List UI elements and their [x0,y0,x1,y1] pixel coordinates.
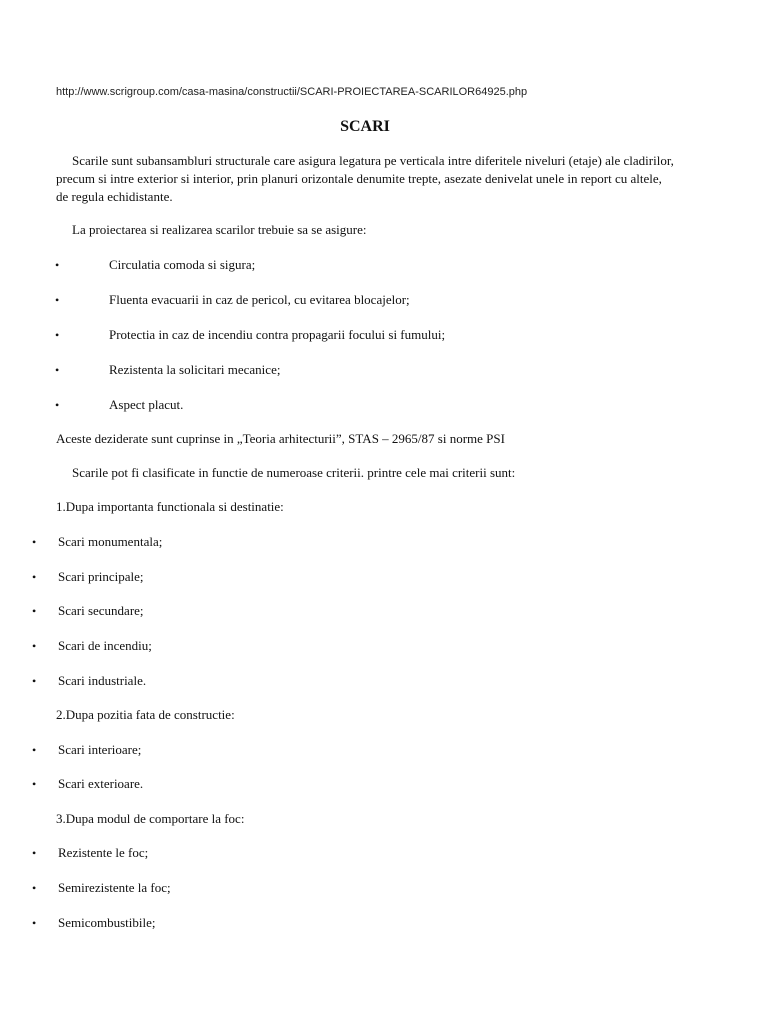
bullet-icon: • [32,570,37,584]
list-item-text: Semirezistente la foc; [58,880,171,895]
standards-note: Aceste deziderate sunt cuprinse in „Teoria arhitecturii”, STAS – 2965/87 si norme PSI [56,431,505,446]
list-item-text: Scari industriale. [58,673,147,688]
list-item-text: Scari monumentala; [58,534,163,549]
bullet-icon: • [32,743,37,757]
list-item-text: Scari exterioare. [58,776,144,791]
source-url[interactable]: http://www.scrigroup.com/casa-masina/constructii/SCARI-PROIECTAREA-SCARILOR64925.php [56,86,528,98]
list-item-text: Semicombustibile; [58,915,156,930]
bullet-icon: • [55,328,60,342]
list-item-text: Scari principale; [58,569,144,584]
list-item-text: Scari secundare; [58,603,144,618]
bullet-icon: • [55,363,60,377]
list-item-text: Scari interioare; [58,742,142,757]
list-item-text: Aspect placut. [109,397,184,412]
intro-paragraph: Scarile sunt subansambluri structurale care asigura legatura pe verticala intre diferitele niveluri (etaje) ale cladirilor, precum si intre exterior si interior, prin planuri orizontale denumite trepte, asezate denivelat unele in report cu altele, de regula echidistante. [56,153,674,204]
bullet-icon: • [32,535,37,549]
list-item-text: Fluenta evacuarii in caz de pericol, cu evitarea blocajelor; [109,292,410,307]
bullet-icon: • [32,604,37,618]
criterion-heading: 3.Dupa modul de comportare la foc: [56,811,245,826]
bullet-icon: • [32,777,37,791]
document-title: SCARI [340,118,390,135]
list-item-text: Rezistente le foc; [58,845,149,860]
list-item-text: Circulatia comoda si sigura; [109,257,256,272]
bullet-icon: • [32,881,37,895]
list-item-text: Protectia in caz de incendiu contra propagarii focului si fumului; [109,327,446,342]
bullet-icon: • [32,916,37,930]
requirements-intro: La proiectarea si realizarea scarilor trebuie sa se asigure: [72,222,367,237]
criterion-heading: 2.Dupa pozitia fata de constructie: [56,707,235,722]
list-item-text: Scari de incendiu; [58,638,152,653]
classification-intro: Scarile pot fi clasificate in functie de numeroase criterii. printre cele mai criterii sunt: [72,465,516,480]
criterion-heading: 1.Dupa importanta functionala si destinatie: [56,499,284,514]
bullet-icon: • [32,674,37,688]
bullet-icon: • [55,258,60,272]
bullet-icon: • [32,639,37,653]
bullet-icon: • [55,293,60,307]
bullet-icon: • [32,846,37,860]
bullet-icon: • [55,398,60,412]
list-item-text: Rezistenta la solicitari mecanice; [109,362,281,377]
